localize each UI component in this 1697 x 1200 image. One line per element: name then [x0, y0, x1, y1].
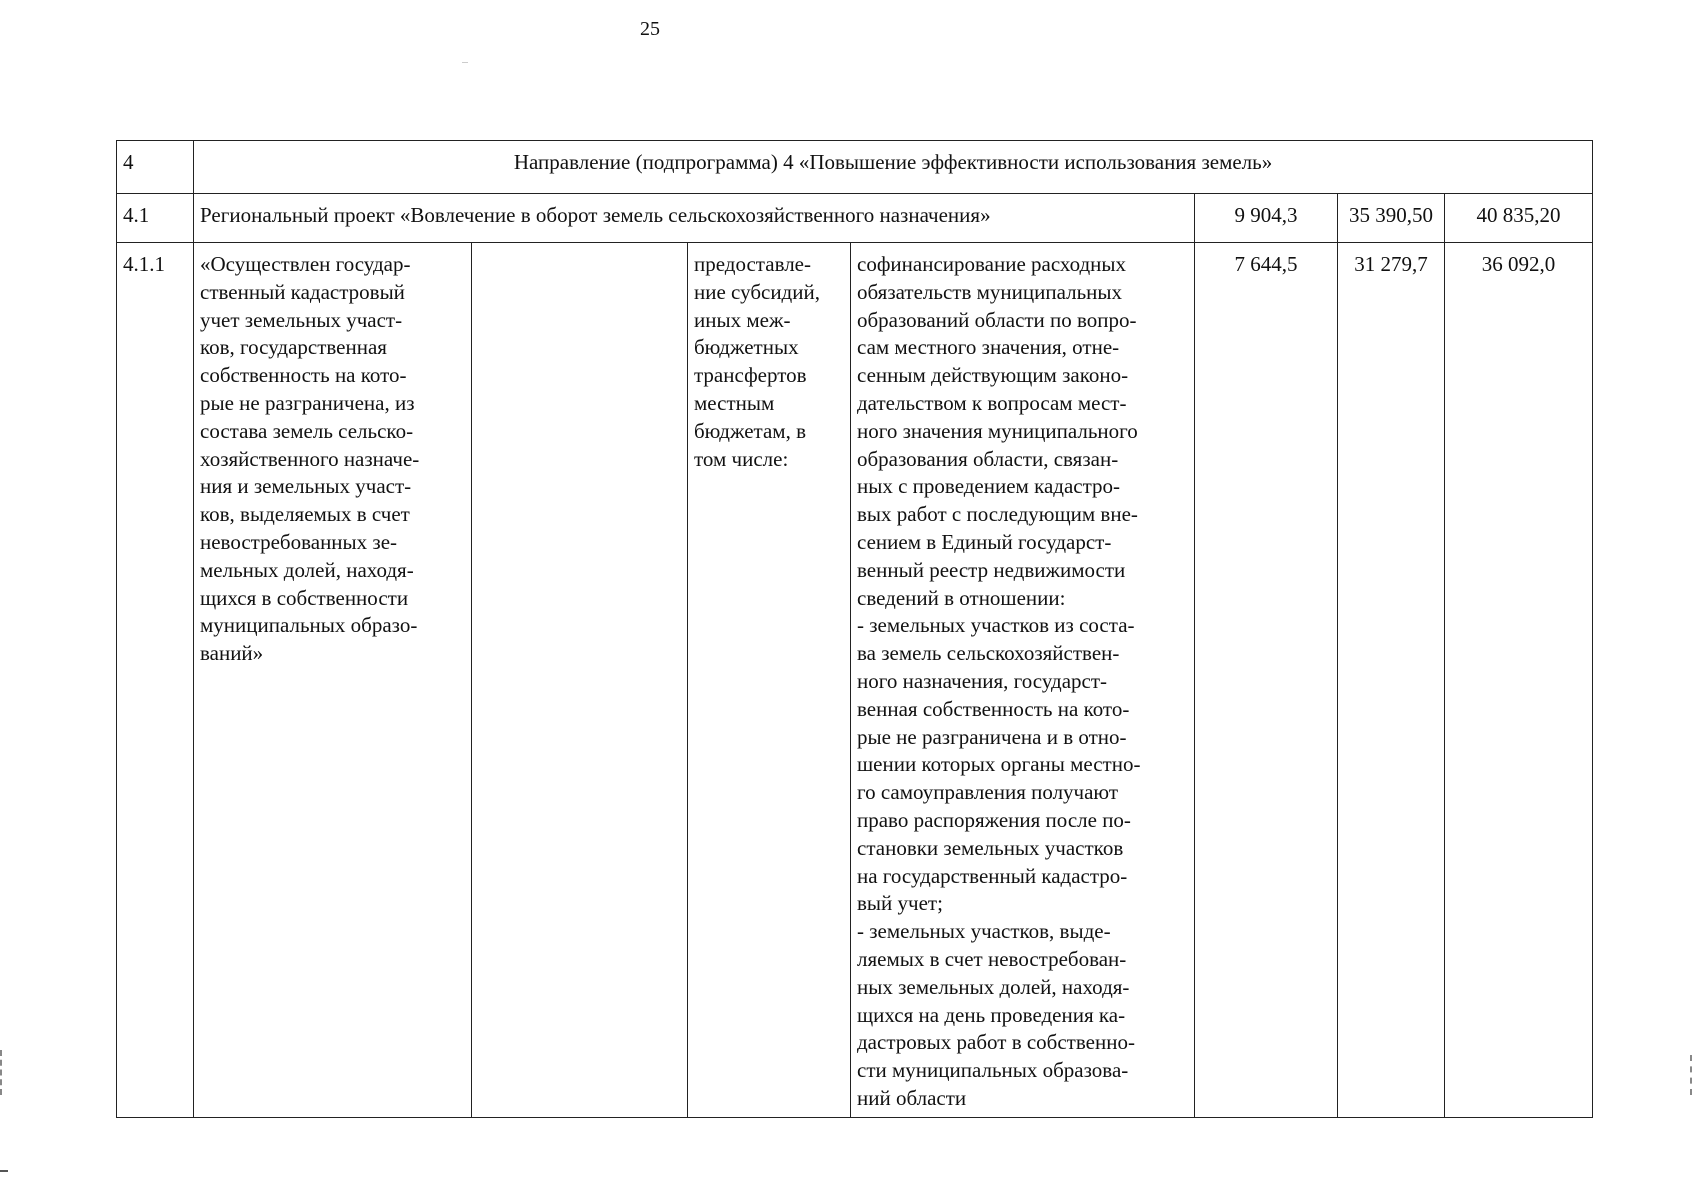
- item-value-1: 7 644,5: [1195, 243, 1338, 1118]
- item-mechanism: предоставле- ние субсидий, иных меж- бюджетных трансфертов местным бюджетам, в том числе:: [688, 243, 851, 1118]
- item-result: «Осуществлен государ- ственный кадастровый учет земельных участ- ков, государственная собственность на кото- рые не разграничена, из состава земель сельско- хозяйственного назначе- ния и земельных участ- ков, выделяемых в счет невостребованных зе- мельных долей, находя- щихся в собственности муниципальных образо- ваний»: [194, 243, 472, 1118]
- project-value-1: 9 904,3: [1195, 194, 1338, 243]
- section-code: 4: [117, 141, 194, 194]
- project-row: [117, 194, 1593, 243]
- item-value-3: 36 092,0: [1445, 243, 1593, 1118]
- program-table: [116, 140, 1593, 1118]
- scan-edge-mark: [0, 1170, 8, 1172]
- item-code: 4.1.1: [117, 243, 194, 1118]
- page-number: 25: [640, 18, 660, 40]
- project-title: Региональный проект «Вовлечение в оборот земель сельскохозяйственного назначения»: [194, 194, 1195, 243]
- scan-artifact: [462, 62, 468, 63]
- scan-edge-left: [0, 1050, 5, 1095]
- project-code: 4.1: [117, 194, 194, 243]
- section-title: Направление (подпрограмма) 4 «Повышение эффективности использования земель»: [194, 141, 1593, 194]
- item-blank-cell: [472, 243, 688, 1118]
- item-value-2: 31 279,7: [1338, 243, 1445, 1118]
- section-row: [117, 141, 1593, 194]
- item-description: софинансирование расходных обязательств муниципальных образований области по вопро- сам местного значения, отне- сенным действующим законо- дательством к вопросам мест- ного значения муниципального образования области, связан- ных с проведением кадастро- вых работ с последующим вне- сением в Единый государст- венный реестр недвижимости сведений в отношении: - земельных участков из соста- ва земель сельскохозяйствен- ного назначения, государст- венная собственность на кото- рые не разграничена и в отно- шении которых органы местно- го самоуправления получают право распоряжения после по- становки земельных участков на государственный кадастро- вый учет; - земельных участков, выде- ляемых в счет невостребован- ных земельных долей, находя- щихся на день проведения ка- дастровых работ в собственно- сти муниципальных образова- ний области: [851, 243, 1195, 1118]
- project-value-3: 40 835,20: [1445, 194, 1593, 243]
- item-row: [117, 243, 1593, 1118]
- scan-edge-right: [1690, 1055, 1695, 1095]
- project-value-2: 35 390,50: [1338, 194, 1445, 243]
